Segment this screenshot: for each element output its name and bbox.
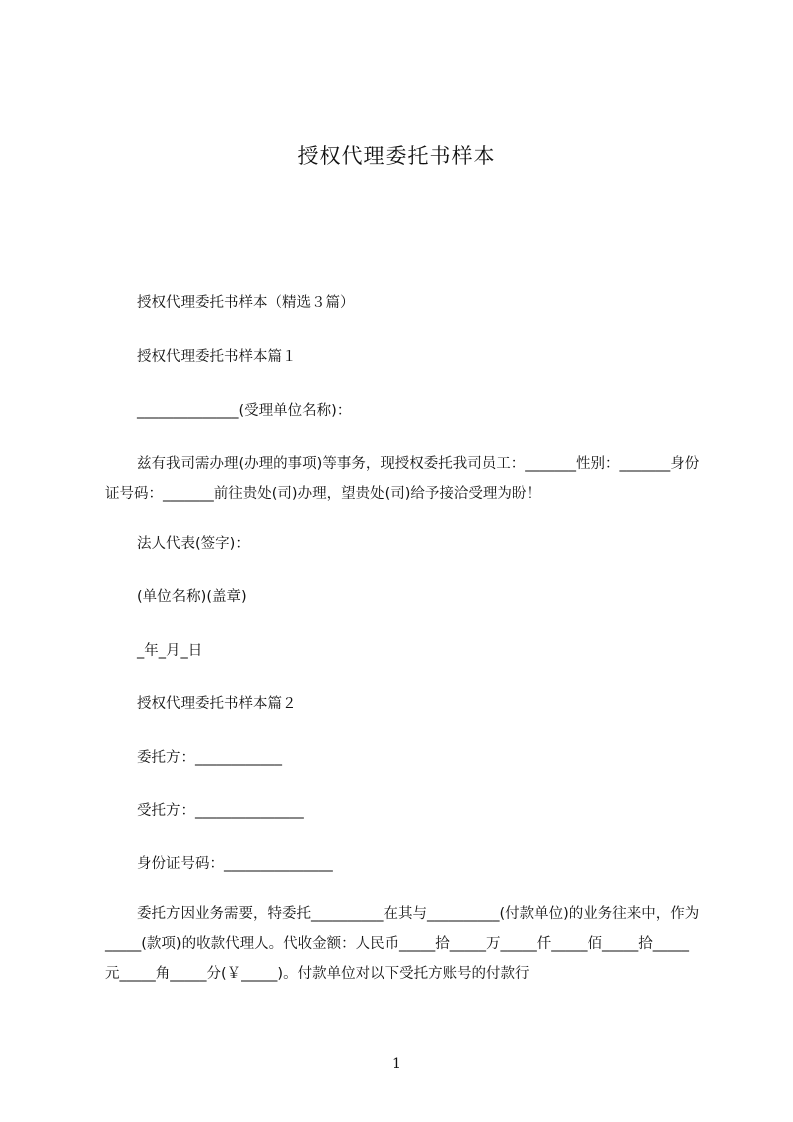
entrusted-party-line: 受托方：_______________: [137, 803, 304, 819]
unit-seal-line: (单位名称)(盖章): [137, 589, 247, 605]
id-number-line: 身份证号码：_______________: [137, 856, 333, 872]
legal-rep-signature-line: 法人代表(签字)：: [137, 536, 250, 552]
date-line: _年_月_日: [137, 643, 203, 659]
body-paragraph-1-text: 兹有我司需办理(办理的事项)等事务，现授权委托我司员工：_______性别：_______身份证号码：_______前往贵处(司)办理，望贵处(司)给予接洽受理为盼！: [105, 456, 700, 502]
body-paragraph-2: [105, 899, 703, 989]
section-heading-1: 授权代理委托书样本篇１: [137, 349, 297, 365]
section-heading-2: 授权代理委托书样本篇２: [137, 696, 297, 712]
document-subtitle: 授权代理委托书样本（精选３篇）: [137, 295, 355, 311]
page-number: 1: [392, 1056, 401, 1072]
recipient-line: ______________(受理单位名称)：: [137, 403, 352, 419]
body-paragraph-1: [105, 449, 703, 509]
document-title: 授权代理委托书样本: [297, 144, 496, 168]
body-paragraph-2-text: 委托方因业务需要，特委托__________在其与__________(付款单位)的业务往来中，作为_____(款项)的收款代理人。代收金额：人民币_____拾_____万_____仟_____佰_____拾_____元_____角_____分(￥_____)。付款单位对以下受托方账号的付款行: [105, 906, 700, 982]
entrusting-party-line: 委托方：____________: [137, 750, 282, 766]
